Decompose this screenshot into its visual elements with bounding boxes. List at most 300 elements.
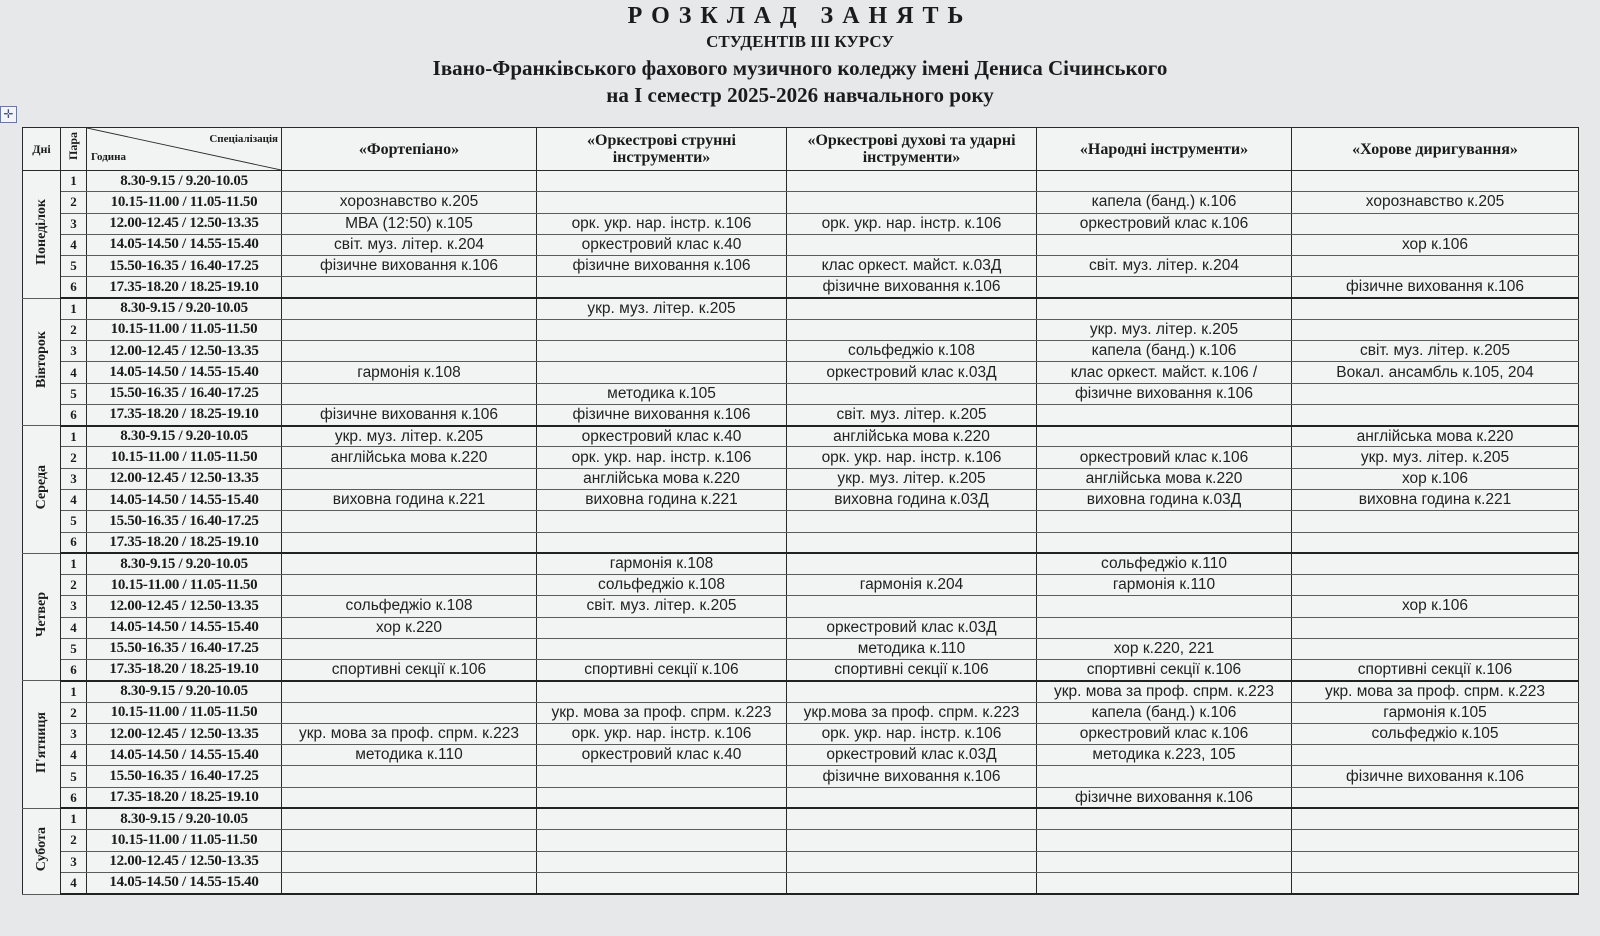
schedule-cell [537, 192, 787, 213]
time-slot: 15.50-16.35 / 16.40-17.25 [87, 638, 282, 659]
pair-number: 2 [61, 830, 87, 851]
day-name: Понеділок [33, 198, 49, 265]
header-para [61, 128, 87, 171]
schedule-cell: виховна година к.221 [282, 489, 537, 510]
schedule-cell [787, 298, 1037, 319]
table-row [23, 511, 1579, 532]
pair-number: 5 [61, 511, 87, 532]
schedule-cell: хор к.220, 221 [1037, 638, 1292, 659]
schedule-cell [537, 830, 787, 851]
schedule-cell [282, 808, 537, 829]
schedule-cell [537, 319, 787, 340]
pair-number: 3 [61, 213, 87, 234]
time-slot: 14.05-14.50 / 14.55-15.40 [87, 489, 282, 510]
schedule-cell [1292, 851, 1579, 872]
table-row [23, 489, 1579, 510]
schedule-cell: гармонія к.108 [537, 553, 787, 574]
pair-number: 2 [61, 447, 87, 468]
table-row [23, 362, 1579, 383]
pair-number: 1 [61, 426, 87, 447]
table-row [23, 192, 1579, 213]
schedule-body [23, 171, 1579, 895]
schedule-cell [1037, 277, 1292, 298]
schedule-cell [282, 638, 537, 659]
header-col-piano: «Фортепіано» [282, 128, 537, 171]
schedule-cell [1292, 532, 1579, 553]
schedule-cell: гармонія к.204 [787, 575, 1037, 596]
table-row [23, 681, 1579, 702]
schedule-cell: фізичне виховання к.106 [1037, 787, 1292, 808]
schedule-cell: світ. муз. літер. к.205 [537, 596, 787, 617]
time-slot: 8.30-9.15 / 9.20-10.05 [87, 553, 282, 574]
schedule-cell [1037, 808, 1292, 829]
time-slot: 17.35-18.20 / 18.25-19.10 [87, 660, 282, 681]
schedule-cell: фізичне виховання к.106 [787, 766, 1037, 787]
schedule-cell [1037, 830, 1292, 851]
pair-number: 1 [61, 298, 87, 319]
schedule-cell [1037, 234, 1292, 255]
schedule-cell: хорознавство к.205 [282, 192, 537, 213]
schedule-cell [537, 617, 787, 638]
schedule-cell [537, 171, 787, 192]
schedule-cell [1292, 213, 1579, 234]
schedule-cell: оркестровий клас к.40 [537, 426, 787, 447]
schedule-cell: хор к.106 [1292, 234, 1579, 255]
table-row [23, 638, 1579, 659]
time-slot: 14.05-14.50 / 14.55-15.40 [87, 362, 282, 383]
time-slot: 15.50-16.35 / 16.40-17.25 [87, 256, 282, 277]
pair-number: 4 [61, 489, 87, 510]
schedule-cell [282, 171, 537, 192]
schedule-cell [787, 851, 1037, 872]
schedule-cell: світ. муз. літер. к.204 [1037, 256, 1292, 277]
schedule-cell: оркестровий клас к.03Д [787, 362, 1037, 383]
time-slot: 10.15-11.00 / 11.05-11.50 [87, 319, 282, 340]
schedule-cell [1292, 638, 1579, 659]
schedule-cell [787, 553, 1037, 574]
schedule-cell [1037, 851, 1292, 872]
time-slot: 12.00-12.45 / 12.50-13.35 [87, 341, 282, 362]
table-row [23, 532, 1579, 553]
course-subtitle: СТУДЕНТІВ ІІІ КУРСУ [706, 32, 894, 51]
schedule-cell [1292, 808, 1579, 829]
pair-number: 2 [61, 702, 87, 723]
schedule-cell [1037, 171, 1292, 192]
schedule-cell: орк. укр. нар. інстр. к.106 [787, 213, 1037, 234]
table-row [23, 383, 1579, 404]
schedule-cell: хор к.106 [1292, 468, 1579, 489]
schedule-table [22, 127, 1579, 895]
pair-number: 2 [61, 575, 87, 596]
schedule-cell [1292, 617, 1579, 638]
header-col-winds: «Оркестрові духові та ударні інструменти» [787, 128, 1037, 171]
schedule-cell [537, 681, 787, 702]
table-row [23, 808, 1579, 829]
table-row [23, 553, 1579, 574]
schedule-cell [1037, 426, 1292, 447]
pair-number: 5 [61, 766, 87, 787]
pair-number: 3 [61, 468, 87, 489]
time-slot: 15.50-16.35 / 16.40-17.25 [87, 511, 282, 532]
schedule-cell: сольфеджіо к.108 [787, 341, 1037, 362]
schedule-cell: виховна година к.03Д [787, 489, 1037, 510]
schedule-cell: методика к.105 [537, 383, 787, 404]
schedule-cell: світ. муз. літер. к.205 [787, 404, 1037, 425]
schedule-cell: англійська мова к.220 [1292, 426, 1579, 447]
pair-number: 3 [61, 596, 87, 617]
table-row [23, 830, 1579, 851]
time-slot: 8.30-9.15 / 9.20-10.05 [87, 426, 282, 447]
time-slot: 8.30-9.15 / 9.20-10.05 [87, 681, 282, 702]
table-row [23, 319, 1579, 340]
pair-number: 6 [61, 660, 87, 681]
schedule-cell [1037, 298, 1292, 319]
schedule-cell [282, 681, 537, 702]
pair-number: 5 [61, 383, 87, 404]
header-spec: Спеціалізація [209, 133, 278, 145]
schedule-cell [787, 383, 1037, 404]
table-row [23, 723, 1579, 744]
header-day: Дні [23, 128, 61, 171]
schedule-cell: хор к.106 [1292, 596, 1579, 617]
schedule-cell: фізичне виховання к.106 [282, 256, 537, 277]
schedule-cell: орк. укр. нар. інстр. к.106 [537, 447, 787, 468]
schedule-cell: оркестровий клас к.106 [1037, 723, 1292, 744]
pair-number: 2 [61, 192, 87, 213]
schedule-cell: англійська мова к.220 [282, 447, 537, 468]
schedule-cell: виховна година к.221 [1292, 489, 1579, 510]
pair-number: 6 [61, 787, 87, 808]
day-name: П'ятниця [33, 711, 49, 773]
schedule-cell [1037, 532, 1292, 553]
schedule-cell [282, 766, 537, 787]
schedule-cell: гармонія к.105 [1292, 702, 1579, 723]
schedule-cell: оркестровий клас к.40 [537, 234, 787, 255]
time-slot: 14.05-14.50 / 14.55-15.40 [87, 234, 282, 255]
schedule-cell: фізичне виховання к.106 [537, 404, 787, 425]
day-label-cell [23, 681, 61, 809]
pair-number: 1 [61, 171, 87, 192]
schedule-cell [1292, 171, 1579, 192]
header-col-folk: «Народні інструменти» [1037, 128, 1292, 171]
schedule-cell [1292, 553, 1579, 574]
schedule-cell: Вокал. ансамбль к.105, 204 [1292, 362, 1579, 383]
schedule-cell: англійська мова к.220 [787, 426, 1037, 447]
schedule-cell: спортивні секції к.106 [1292, 660, 1579, 681]
header-col-choral: «Хорове диригування» [1292, 128, 1579, 171]
schedule-cell [1292, 383, 1579, 404]
table-row [23, 256, 1579, 277]
schedule-cell [787, 171, 1037, 192]
schedule-cell [1292, 404, 1579, 425]
day-name: Середа [33, 464, 49, 510]
schedule-cell: методика к.223, 105 [1037, 745, 1292, 766]
table-row [23, 660, 1579, 681]
table-row [23, 213, 1579, 234]
schedule-cell [1037, 404, 1292, 425]
schedule-cell [282, 830, 537, 851]
schedule-cell: фізичне виховання к.106 [787, 277, 1037, 298]
day-label-cell [23, 426, 61, 554]
day-label-cell [23, 171, 61, 299]
schedule-cell: сольфеджіо к.108 [282, 596, 537, 617]
schedule-cell: укр. мова за проф. спрм. к.223 [1292, 681, 1579, 702]
time-slot: 10.15-11.00 / 11.05-11.50 [87, 830, 282, 851]
time-slot: 14.05-14.50 / 14.55-15.40 [87, 745, 282, 766]
table-row [23, 745, 1579, 766]
schedule-cell [1292, 319, 1579, 340]
pair-number: 6 [61, 532, 87, 553]
schedule-cell: фізичне виховання к.106 [282, 404, 537, 425]
schedule-cell [787, 830, 1037, 851]
time-slot: 15.50-16.35 / 16.40-17.25 [87, 766, 282, 787]
schedule-cell [787, 808, 1037, 829]
pair-number: 6 [61, 404, 87, 425]
time-slot: 10.15-11.00 / 11.05-11.50 [87, 192, 282, 213]
schedule-cell: англійська мова к.220 [537, 468, 787, 489]
schedule-cell [1292, 745, 1579, 766]
time-slot: 8.30-9.15 / 9.20-10.05 [87, 171, 282, 192]
table-row [23, 617, 1579, 638]
table-row [23, 575, 1579, 596]
schedule-cell: спортивні секції к.106 [1037, 660, 1292, 681]
time-slot: 10.15-11.00 / 11.05-11.50 [87, 575, 282, 596]
time-slot: 8.30-9.15 / 9.20-10.05 [87, 808, 282, 829]
header-row [23, 128, 1579, 171]
schedule-cell: сольфеджіо к.108 [537, 575, 787, 596]
schedule-cell [1292, 872, 1579, 894]
schedule-cell [282, 341, 537, 362]
table-row [23, 298, 1579, 319]
schedule-cell: орк. укр. нар. інстр. к.106 [787, 723, 1037, 744]
schedule-cell [1292, 830, 1579, 851]
schedule-cell: методика к.110 [787, 638, 1037, 659]
table-move-handle-icon[interactable]: ✛ [0, 106, 17, 123]
schedule-cell: клас оркест. майст. к.03Д [787, 256, 1037, 277]
schedule-cell: англійська мова к.220 [1037, 468, 1292, 489]
day-label-cell [23, 808, 61, 894]
pair-number: 4 [61, 872, 87, 894]
schedule-cell [787, 787, 1037, 808]
schedule-cell: сольфеджіо к.105 [1292, 723, 1579, 744]
time-slot: 17.35-18.20 / 18.25-19.10 [87, 404, 282, 425]
time-slot: 17.35-18.20 / 18.25-19.10 [87, 277, 282, 298]
table-row [23, 447, 1579, 468]
schedule-cell: оркестровий клас к.03Д [787, 617, 1037, 638]
schedule-cell [282, 553, 537, 574]
title-block [0, 0, 1600, 108]
schedule-cell: укр. мова за проф. спрм. к.223 [537, 702, 787, 723]
schedule-cell [537, 808, 787, 829]
pair-number: 3 [61, 851, 87, 872]
day-name: Четвер [33, 592, 49, 638]
table-row [23, 851, 1579, 872]
schedule-cell [282, 319, 537, 340]
schedule-cell [282, 787, 537, 808]
pair-number: 2 [61, 319, 87, 340]
schedule-cell [537, 362, 787, 383]
schedule-cell [787, 319, 1037, 340]
schedule-cell: оркестровий клас к.03Д [787, 745, 1037, 766]
schedule-cell: фізичне виховання к.106 [537, 256, 787, 277]
table-row [23, 426, 1579, 447]
pair-number: 4 [61, 745, 87, 766]
schedule-cell [1037, 766, 1292, 787]
schedule-cell: оркестровий клас к.106 [1037, 447, 1292, 468]
schedule-cell [537, 511, 787, 532]
schedule-cell [537, 638, 787, 659]
schedule-cell: орк. укр. нар. інстр. к.106 [787, 447, 1037, 468]
schedule-cell: фізичне виховання к.106 [1292, 766, 1579, 787]
table-row [23, 277, 1579, 298]
schedule-cell: сольфеджіо к.110 [1037, 553, 1292, 574]
time-slot: 12.00-12.45 / 12.50-13.35 [87, 596, 282, 617]
schedule-cell [1292, 298, 1579, 319]
schedule-cell [537, 872, 787, 894]
schedule-cell [787, 532, 1037, 553]
schedule-cell [787, 511, 1037, 532]
schedule-cell: світ. муз. літер. к.205 [1292, 341, 1579, 362]
schedule-cell [537, 341, 787, 362]
schedule-cell [282, 532, 537, 553]
day-name: Вівторок [33, 330, 49, 388]
header-para-label: Пара [66, 132, 80, 161]
schedule-cell: оркестровий клас к.40 [537, 745, 787, 766]
table-row [23, 468, 1579, 489]
schedule-cell [282, 702, 537, 723]
table-row [23, 766, 1579, 787]
pair-number: 6 [61, 277, 87, 298]
pair-number: 5 [61, 638, 87, 659]
schedule-cell [1037, 872, 1292, 894]
schedule-cell [1292, 256, 1579, 277]
schedule-cell: укр. муз. літер. к.205 [1292, 447, 1579, 468]
pair-number: 1 [61, 808, 87, 829]
time-slot: 12.00-12.45 / 12.50-13.35 [87, 851, 282, 872]
time-slot: 12.00-12.45 / 12.50-13.35 [87, 723, 282, 744]
schedule-cell [787, 872, 1037, 894]
schedule-cell: капела (банд.) к.106 [1037, 341, 1292, 362]
schedule-cell: укр. муз. літер. к.205 [537, 298, 787, 319]
time-slot: 17.35-18.20 / 18.25-19.10 [87, 787, 282, 808]
schedule-cell [537, 851, 787, 872]
schedule-cell: виховна година к.03Д [1037, 489, 1292, 510]
table-row [23, 872, 1579, 894]
pair-number: 1 [61, 681, 87, 702]
pair-number: 3 [61, 723, 87, 744]
schedule-cell [282, 851, 537, 872]
schedule-cell: гармонія к.108 [282, 362, 537, 383]
schedule-cell [1292, 787, 1579, 808]
table-row [23, 341, 1579, 362]
schedule-cell [282, 511, 537, 532]
schedule-cell [537, 277, 787, 298]
schedule-cell: оркестровий клас к.106 [1037, 213, 1292, 234]
schedule-cell: методика к.110 [282, 745, 537, 766]
schedule-cell: укр. муз. літер. к.205 [282, 426, 537, 447]
time-slot: 12.00-12.45 / 12.50-13.35 [87, 213, 282, 234]
schedule-cell: фізичне виховання к.106 [1292, 277, 1579, 298]
schedule-cell [1292, 511, 1579, 532]
time-slot: 14.05-14.50 / 14.55-15.40 [87, 872, 282, 894]
schedule-cell [537, 766, 787, 787]
schedule-cell: укр. мова за проф. спрм. к.223 [282, 723, 537, 744]
time-slot: 10.15-11.00 / 11.05-11.50 [87, 702, 282, 723]
pair-number: 4 [61, 617, 87, 638]
schedule-cell: укр. муз. літер. к.205 [1037, 319, 1292, 340]
schedule-cell: капела (банд.) к.106 [1037, 192, 1292, 213]
semester-line: на І семестр 2025-2026 навчального року [606, 83, 994, 107]
college-name: Івано-Франківського фахового музичного коледжу імені Дениса Січинського [432, 56, 1168, 80]
schedule-cell [787, 596, 1037, 617]
schedule-cell [282, 298, 537, 319]
time-slot: 17.35-18.20 / 18.25-19.10 [87, 532, 282, 553]
schedule-cell [537, 532, 787, 553]
header-col-strings: «Оркестрові струнні інструменти» [537, 128, 787, 171]
time-slot: 8.30-9.15 / 9.20-10.05 [87, 298, 282, 319]
schedule-cell: орк. укр. нар. інстр. к.106 [537, 723, 787, 744]
pair-number: 3 [61, 341, 87, 362]
day-label-cell [23, 553, 61, 681]
schedule-cell: фізичне виховання к.106 [1037, 383, 1292, 404]
table-row [23, 404, 1579, 425]
schedule-cell: укр. муз. літер. к.205 [787, 468, 1037, 489]
schedule-cell [282, 277, 537, 298]
table-row [23, 596, 1579, 617]
schedule-cell: капела (банд.) к.106 [1037, 702, 1292, 723]
schedule-cell: виховна година к.221 [537, 489, 787, 510]
day-label-cell [23, 298, 61, 426]
schedule-cell [787, 192, 1037, 213]
schedule-cell [1037, 511, 1292, 532]
schedule-cell [282, 575, 537, 596]
table-row [23, 234, 1579, 255]
schedule-cell [282, 383, 537, 404]
schedule-cell [1037, 617, 1292, 638]
schedule-cell: спортивні секції к.106 [282, 660, 537, 681]
time-slot: 14.05-14.50 / 14.55-15.40 [87, 617, 282, 638]
pair-number: 4 [61, 234, 87, 255]
pair-number: 4 [61, 362, 87, 383]
header-diagonal-cell [87, 128, 282, 171]
table-row [23, 171, 1579, 192]
schedule-cell [282, 872, 537, 894]
schedule-cell: світ. муз. літер. к.204 [282, 234, 537, 255]
table-row [23, 702, 1579, 723]
schedule-cell [1292, 575, 1579, 596]
schedule-cell: МВА (12:50) к.105 [282, 213, 537, 234]
schedule-cell [787, 234, 1037, 255]
schedule-cell: орк. укр. нар. інстр. к.106 [537, 213, 787, 234]
pair-number: 1 [61, 553, 87, 574]
time-slot: 12.00-12.45 / 12.50-13.35 [87, 468, 282, 489]
schedule-cell [282, 468, 537, 489]
table-row [23, 787, 1579, 808]
time-slot: 15.50-16.35 / 16.40-17.25 [87, 383, 282, 404]
schedule-cell: укр. мова за проф. спрм. к.223 [1037, 681, 1292, 702]
schedule-cell [787, 681, 1037, 702]
schedule-cell: спортивні секції к.106 [537, 660, 787, 681]
schedule-cell: гармонія к.110 [1037, 575, 1292, 596]
day-name: Субота [33, 826, 49, 871]
pair-number: 5 [61, 256, 87, 277]
schedule-cell [537, 787, 787, 808]
schedule-cell: укр.мова за проф. спрм. к.223 [787, 702, 1037, 723]
schedule-title: РОЗКЛАД ЗАНЯТЬ [627, 3, 973, 29]
schedule-cell: хор к.220 [282, 617, 537, 638]
schedule-cell: хорознавство к.205 [1292, 192, 1579, 213]
header-hour: Година [91, 151, 126, 163]
